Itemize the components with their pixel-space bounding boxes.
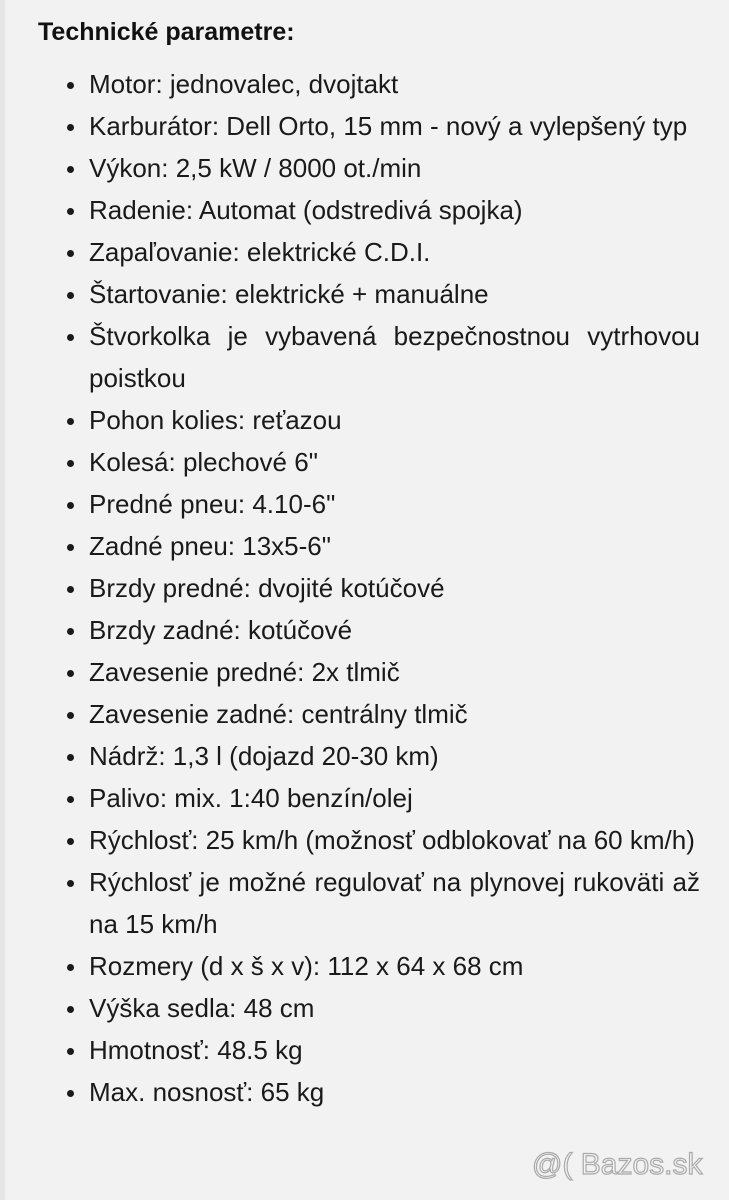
spec-list-item: Brzdy zadné: kotúčové <box>89 609 700 651</box>
spec-list-item: Výkon: 2,5 kW / 8000 ot./min <box>89 147 700 189</box>
spec-list-item: Karburátor: Dell Orto, 15 mm - nový a vylepšený typ <box>89 105 700 147</box>
spec-list-item: Pohon kolies: reťazou <box>89 399 700 441</box>
spec-list-item: Nádrž: 1,3 l (dojazd 20-30 km) <box>89 735 700 777</box>
spec-list-item: Motor: jednovalec, dvojtakt <box>89 63 700 105</box>
spec-list-item: Zavesenie predné: 2x tlmič <box>89 651 700 693</box>
spec-list-item: Max. nosnosť: 65 kg <box>89 1071 700 1113</box>
spec-list-item: Zapaľovanie: elektrické C.D.I. <box>89 231 700 273</box>
spec-list-item: Radenie: Automat (odstredivá spojka) <box>89 189 700 231</box>
spec-list-item: Zavesenie zadné: centrálny tlmič <box>89 693 700 735</box>
spec-list-item: Rýchlosť: 25 km/h (možnosť odblokovať na 60 km/h) <box>89 819 700 861</box>
section-title: Technické parametre: <box>38 18 295 46</box>
spec-list-item: Výška sedla: 48 cm <box>89 987 700 1029</box>
spec-list-item: Rýchlosť je možné regulovať na plynovej rukoväti až na 15 km/h <box>89 861 700 945</box>
spec-list-item: Rozmery (d x š x v): 112 x 64 x 68 cm <box>89 945 700 987</box>
spec-list-item: Štartovanie: elektrické + manuálne <box>89 273 700 315</box>
spec-list-item: Kolesá: plechové 6" <box>89 441 700 483</box>
spec-list-item: Predné pneu: 4.10-6" <box>89 483 700 525</box>
spec-list <box>89 63 700 1113</box>
spec-list-item: Palivo: mix. 1:40 benzín/olej <box>89 777 700 819</box>
spec-list-item: Hmotnosť: 48.5 kg <box>89 1029 700 1071</box>
left-edge <box>0 0 5 1200</box>
spec-list-item: Brzdy predné: dvojité kotúčové <box>89 567 700 609</box>
spec-list-item: Štvorkolka je vybavená bezpečnostnou vytrhovou poistkou <box>89 315 700 399</box>
bazos-watermark: @( Bazos.sk <box>532 1148 703 1181</box>
spec-list-item: Zadné pneu: 13x5-6" <box>89 525 700 567</box>
